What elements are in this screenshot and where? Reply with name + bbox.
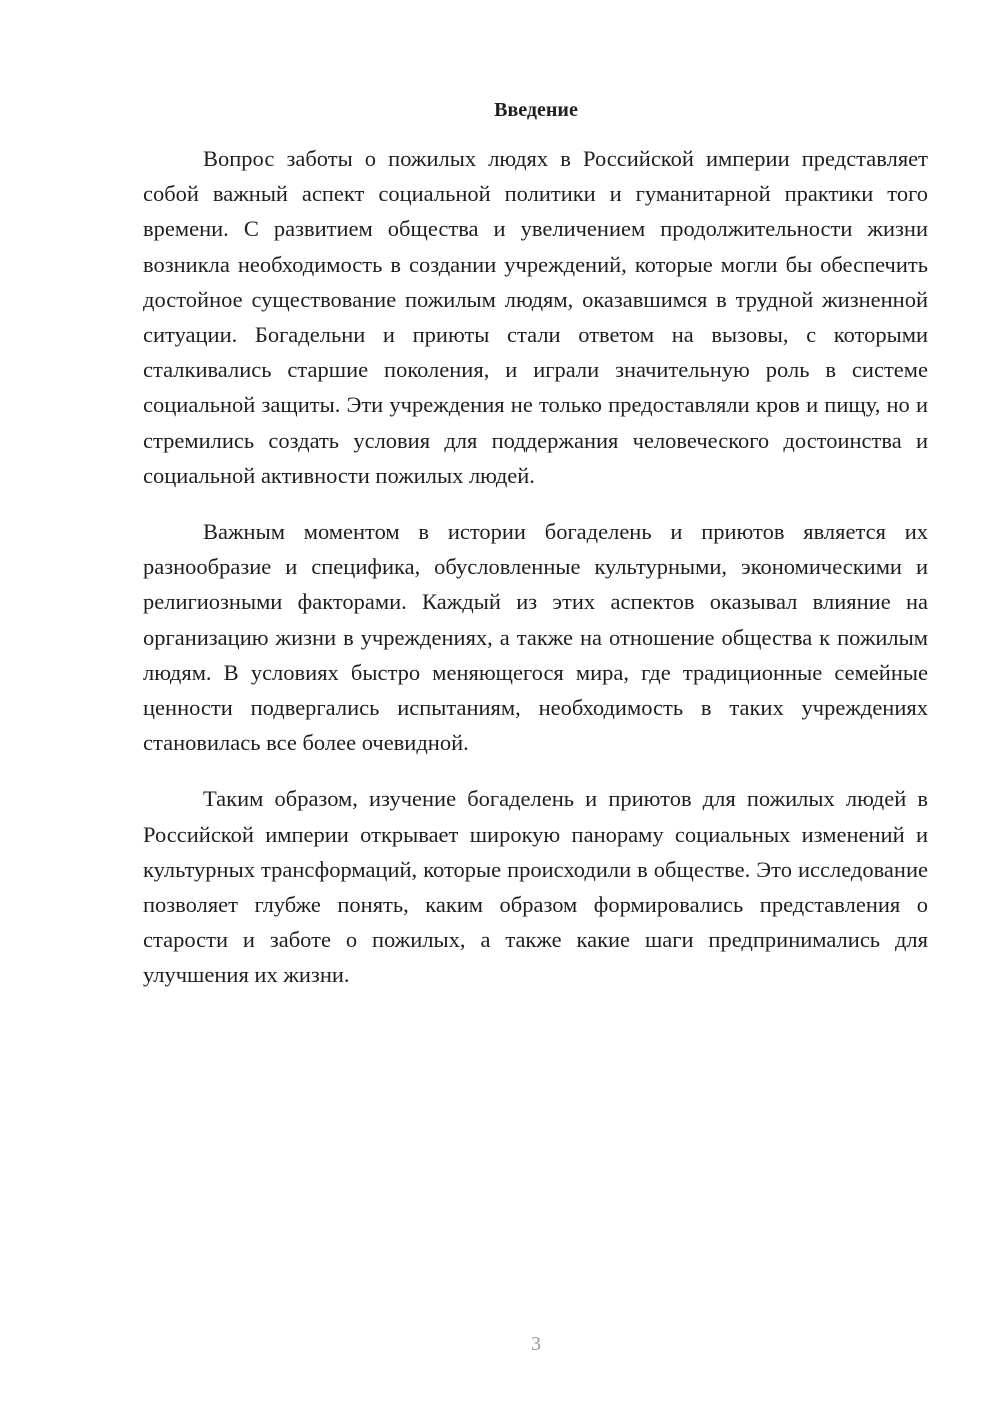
paragraph-1: Вопрос заботы о пожилых людях в Российской империи представляет собой важный аспект социальной политики и гуманитарной практики того времени. С развитием общества и увеличением продолжительности жизни возникла необходимость в создании учреждений, которые могли бы обеспечить достойное существование пожилым людям, оказавшимся в трудной жизненной ситуации. Богадельни и приюты стали ответом на вызовы, с которыми сталкивались старшие поколения, и играли значительную роль в системе социальной защиты. Эти учреждения не только предоставляли кров и пищу, но и стремились создать условия для поддержания человеческого достоинства и социальной активности пожилых людей. (143, 146, 928, 488)
section-heading: Введение (494, 99, 578, 121)
page-number: 3 (531, 1333, 541, 1355)
paragraph-3: Таким образом, изучение богаделень и приютов для пожилых людей в Российской империи открывает широкую панораму социальных изменений и культурных трансформаций, которые происходили в обществе. Это исследование позволяет глубже понять, каким образом формировались представления о старости и заботе о пожилых, а также какие шаги предпринимались для улучшения их жизни. (143, 786, 928, 988)
body-text (143, 141, 928, 1014)
paragraph-2: Важным моментом в истории богаделень и приютов является их разнообразие и специфика, обусловленные культурными, экономическими и религиозными факторами. Каждый из этих аспектов оказывал влияние на организацию жизни в учреждениях, а также на отношение общества к пожилым людям. В условиях быстро меняющегося мира, где традиционные семейные ценности подвергались испытаниям, необходимость в таких учреждениях становилась все более очевидной. (143, 519, 928, 756)
